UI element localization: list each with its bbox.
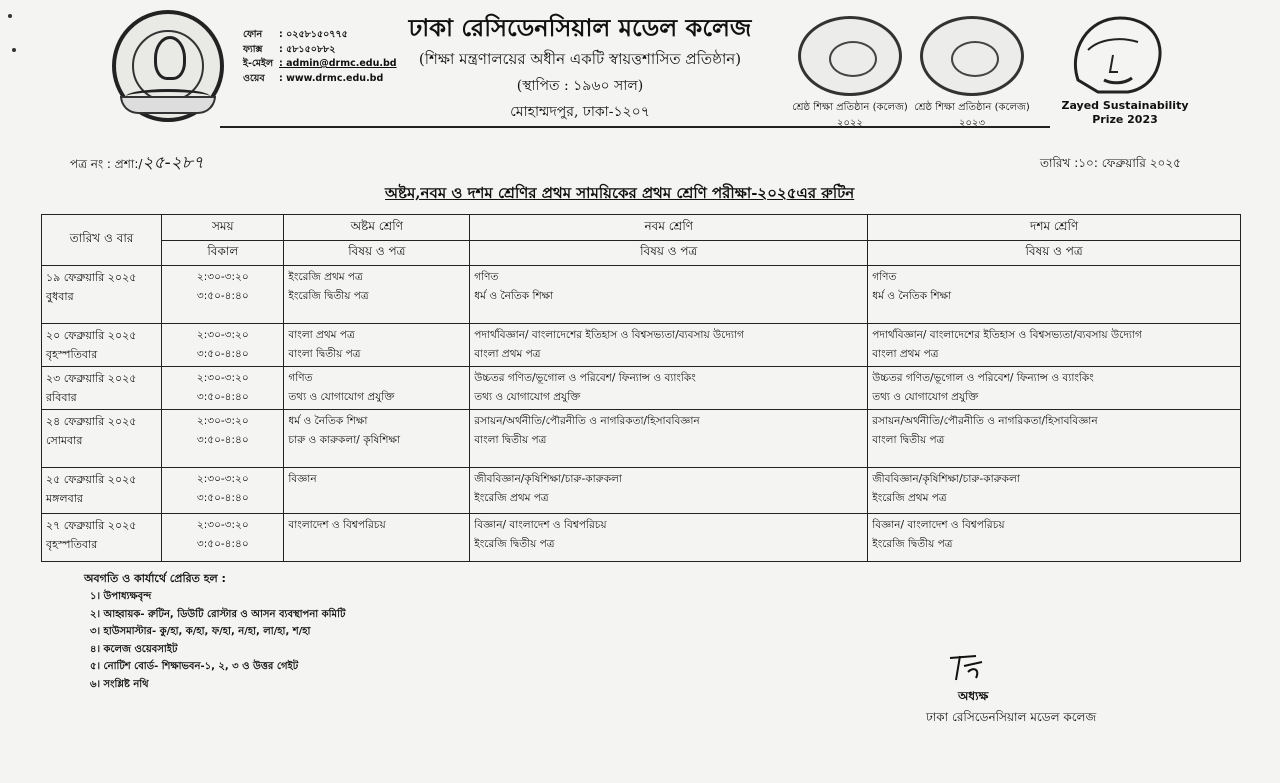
subject-1: গণিত xyxy=(288,372,313,384)
subject-2: ইংরেজি দ্বিতীয় পত্র xyxy=(474,538,555,550)
college-logo xyxy=(112,10,224,122)
date-cell xyxy=(42,410,162,468)
date-cell xyxy=(42,266,162,324)
class-viii-subjects xyxy=(284,324,470,367)
header-divider xyxy=(220,126,1050,128)
header-class-viii: অষ্টম শ্রেণি xyxy=(284,215,470,241)
subject-2: ইংরেজি দ্বিতীয় পত্র xyxy=(872,538,953,550)
subject-2: বাংলা প্রথম পত্র xyxy=(872,348,939,360)
list-item: ২। আহ্বায়ক- রুটিন, ডিউটি রোস্টার ও আসন ব্যবস্থাপনা কমিটি xyxy=(90,608,346,620)
award-caption-line: শ্রেষ্ঠ শিক্ষা প্রতিষ্ঠান (কলেজ) xyxy=(914,102,1030,113)
college-subtitle: (শিক্ষা মন্ত্রণালয়ের অধীন একটি স্বায়ত্তশাসিত প্রতিষ্ঠান) xyxy=(418,50,742,68)
header-time: সময় xyxy=(162,215,284,241)
zayed-prize-caption xyxy=(1045,99,1205,127)
subject-2: চারু ও কারুকলা/ কৃষিশিক্ষা xyxy=(288,434,401,446)
exam-routine-table xyxy=(41,214,1241,562)
issue-date: তারিখ :১০: ফেব্রুয়ারি ২০২৫ xyxy=(1040,156,1181,170)
time-slot-1: ২:৩০-৩:২০ xyxy=(196,372,249,384)
time-cell xyxy=(162,266,284,324)
header-time-afternoon: বিকাল xyxy=(162,241,284,266)
scan-speck xyxy=(12,48,16,52)
college-name: ঢাকা রেসিডেনসিয়াল মডেল কলেজ xyxy=(408,13,752,42)
class-viii-subjects xyxy=(284,514,470,562)
subject-1: গণিত xyxy=(872,271,897,283)
exam-day: বৃহস্পতিবার xyxy=(46,348,98,361)
subject-1: উচ্চতর গণিত/ভূগোল ও পরিবেশ/ ফিন্যান্স ও ব্যাংকিং xyxy=(872,372,1094,384)
class-viii-subjects xyxy=(284,367,470,410)
class-x-subjects xyxy=(868,514,1241,562)
award-year: ২০২৩ xyxy=(958,118,985,129)
contact-label: ফ্যাক্স xyxy=(243,43,263,55)
award-emblem-2023 xyxy=(920,16,1024,96)
email-link[interactable]: : admin@drmc.edu.bd xyxy=(279,58,397,69)
date-cell xyxy=(42,468,162,514)
time-slot-2: ৩:৫০-৪:৪০ xyxy=(196,290,249,302)
subject-2: ইংরেজি দ্বিতীয় পত্র xyxy=(288,290,369,302)
time-cell xyxy=(162,367,284,410)
time-slot-2: ৩:৫০-৪:৪০ xyxy=(196,538,249,550)
time-slot-1: ২:৩০-৩:২০ xyxy=(196,519,249,531)
college-address: মোহাম্মদপুর, ঢাকা-১২০৭ xyxy=(510,104,650,120)
class-x-subjects xyxy=(868,324,1241,367)
class-ix-subjects xyxy=(470,324,868,367)
memo-label: পত্র নং : প্রশা:/ xyxy=(70,157,143,171)
header-subject-viii: বিষয় ও পত্র xyxy=(284,241,470,266)
time-slot-1: ২:৩০-৩:২০ xyxy=(196,473,249,485)
copy-to-heading: অবগতি ও কার্যার্থে প্রেরিত হল : xyxy=(84,572,226,585)
date-cell xyxy=(42,324,162,367)
class-viii-subjects xyxy=(284,468,470,514)
class-viii-subjects xyxy=(284,410,470,468)
exam-day: বুধবার xyxy=(46,290,74,303)
class-ix-subjects xyxy=(470,367,868,410)
signatory-organization: ঢাকা রেসিডেনসিয়াল মডেল কলেজ xyxy=(926,710,1097,724)
class-ix-subjects xyxy=(470,514,868,562)
subject-2: বাংলা দ্বিতীয় পত্র xyxy=(474,434,547,446)
subject-2: বাংলা দ্বিতীয় পত্র xyxy=(288,348,361,360)
time-cell xyxy=(162,324,284,367)
exam-date: ১৯ ফেব্রুয়ারি ২০২৫ xyxy=(46,271,137,284)
time-slot-2: ৩:৫০-৪:৪০ xyxy=(196,434,249,446)
subject-2: তথ্য ও যোগাযোগ প্রযুক্তি xyxy=(872,391,979,403)
zayed-portrait-icon xyxy=(1058,10,1176,94)
contact-label: ওয়েব xyxy=(243,72,265,84)
exam-day: সোমবার xyxy=(46,434,83,447)
copy-to-list xyxy=(90,588,345,693)
subject-1: বাংলা প্রথম পত্র xyxy=(288,329,355,341)
list-item: ৪। কলেজ ওয়েবসাইট xyxy=(90,643,178,655)
time-slot-1: ২:৩০-৩:২০ xyxy=(196,271,249,283)
class-viii-subjects xyxy=(284,266,470,324)
subject-2: ধর্ম ও নৈতিক শিক্ষা xyxy=(872,290,952,302)
phone-value: : ০২৫৮১৫০৭৭৫ xyxy=(279,29,348,40)
table-row xyxy=(42,410,1241,468)
subject-2: ইংরেজি প্রথম পত্র xyxy=(872,492,947,504)
subject-2: তথ্য ও যোগাযোগ প্রযুক্তি xyxy=(288,391,395,403)
subject-1: জীববিজ্ঞান/কৃষিশিক্ষা/চারু-কারুকলা xyxy=(872,473,1020,485)
signature-mark-icon xyxy=(946,652,986,684)
list-item: ৬। সংশ্লিষ্ট নথি xyxy=(90,678,149,690)
time-slot-2: ৩:৫০-৪:৪০ xyxy=(196,492,249,504)
web-link[interactable]: : www.drmc.edu.bd xyxy=(279,72,384,84)
subject-1: পদার্থবিজ্ঞান/ বাংলাদেশের ইতিহাস ও বিশ্বসভ্যতা/ব্যবসায় উদ্যোগ xyxy=(474,329,744,341)
zayed-line: Zayed Sustainability xyxy=(1061,99,1189,112)
subject-2: ধর্ম ও নৈতিক শিক্ষা xyxy=(474,290,554,302)
table-row xyxy=(42,514,1241,562)
exam-date: ২৫ ফেব্রুয়ারি ২০২৫ xyxy=(46,473,137,486)
exam-day: মঙ্গলবার xyxy=(46,492,83,505)
table-row xyxy=(42,367,1241,410)
contact-label: ফোন xyxy=(243,29,263,40)
subject-1: রসায়ন/অর্থনীতি/পৌরনীতি ও নাগরিকতা/হিসাববিজ্ঞান xyxy=(474,415,700,427)
time-slot-1: ২:৩০-৩:২০ xyxy=(196,415,249,427)
class-x-subjects xyxy=(868,468,1241,514)
fax-value: : ৫৮১৫০৮৮২ xyxy=(279,43,336,55)
award-emblem-2022 xyxy=(798,16,902,96)
signatory-title: অধ্যক্ষ xyxy=(958,689,989,703)
date-cell xyxy=(42,367,162,410)
subject-1: বিজ্ঞান/ বাংলাদেশ ও বিশ্বপরিচয় xyxy=(474,519,607,531)
exam-date: ২৭ ফেব্রুয়ারি ২০২৫ xyxy=(46,519,137,532)
list-item: ১। উপাধ্যক্ষবৃন্দ xyxy=(90,591,152,602)
subject-2: বাংলা দ্বিতীয় পত্র xyxy=(872,434,945,446)
award-caption-line: শ্রেষ্ঠ শিক্ষা প্রতিষ্ঠান (কলেজ) xyxy=(792,102,908,113)
scan-speck xyxy=(8,14,12,18)
subject-1: ধর্ম ও নৈতিক শিক্ষা xyxy=(288,415,368,427)
table-row xyxy=(42,468,1241,514)
time-cell xyxy=(162,410,284,468)
header-class-x: দশম শ্রেণি xyxy=(868,215,1241,241)
time-cell xyxy=(162,514,284,562)
list-item: ৫। নোটিশ বোর্ড- শিক্ষাভবন-১, ২, ৩ ও উত্তর গেইট xyxy=(90,661,299,672)
subject-1: পদার্থবিজ্ঞান/ বাংলাদেশের ইতিহাস ও বিশ্বসভ্যতা/ব্যবসায় উদ্যোগ xyxy=(872,329,1142,341)
subject-1: রসায়ন/অর্থনীতি/পৌরনীতি ও নাগরিকতা/হিসাববিজ্ঞান xyxy=(872,415,1098,427)
contact-label: ই-মেইল xyxy=(243,58,274,69)
subject-1: বাংলাদেশ ও বিশ্বপরিচয় xyxy=(288,519,386,531)
subject-2: বাংলা প্রথম পত্র xyxy=(474,348,541,360)
routine-heading: অষ্টম,নবম ও দশম শ্রেণির প্রথম সাময়িকের প্রথম শ্রেণি পরীক্ষা-২০২৫এর রুটিন xyxy=(385,184,855,202)
table-row xyxy=(42,324,1241,367)
header-class-ix: নবম শ্রেণি xyxy=(470,215,868,241)
header-date-day: তারিখ ও বার xyxy=(42,215,162,266)
subject-1: জীববিজ্ঞান/কৃষিশিক্ষা/চারু-কারুকলা xyxy=(474,473,622,485)
award-year: ২০২২ xyxy=(836,118,863,129)
memo-number xyxy=(70,150,204,178)
subject-1: উচ্চতর গণিত/ভূগোল ও পরিবেশ/ ফিন্যান্স ও ব্যাংকিং xyxy=(474,372,696,384)
subject-1: গণিত xyxy=(474,271,499,283)
established-year: (স্থাপিত : ১৯৬০ সাল) xyxy=(516,78,644,94)
exam-day: বৃহস্পতিবার xyxy=(46,538,98,551)
list-item: ৩। হাউসমাস্টার- কু/হা, ক/হা, ফ/হা, ন/হা, লা/হা, শ/হা xyxy=(90,626,311,637)
subject-2: ইংরেজি প্রথম পত্র xyxy=(474,492,549,504)
time-slot-1: ২:৩০-৩:২০ xyxy=(196,329,249,341)
subject-1: বিজ্ঞান xyxy=(288,473,317,485)
header-subject-ix: বিষয় ও পত্র xyxy=(470,241,868,266)
exam-date: ২০ ফেব্রুয়ারি ২০২৫ xyxy=(46,329,137,342)
table-row xyxy=(42,266,1241,324)
exam-date: ২৩ ফেব্রুয়ারি ২০২৫ xyxy=(46,372,137,385)
class-ix-subjects xyxy=(470,468,868,514)
class-x-subjects xyxy=(868,410,1241,468)
class-x-subjects xyxy=(868,367,1241,410)
subject-1: ইংরেজি প্রথম পত্র xyxy=(288,271,363,283)
exam-day: রবিবার xyxy=(46,391,77,404)
exam-date: ২৪ ফেব্রুয়ারি ২০২৫ xyxy=(46,415,137,428)
subject-2: তথ্য ও যোগাযোগ প্রযুক্তি xyxy=(474,391,581,403)
class-ix-subjects xyxy=(470,266,868,324)
date-cell xyxy=(42,514,162,562)
header-subject-x: বিষয় ও পত্র xyxy=(868,241,1241,266)
time-slot-2: ৩:৫০-৪:৪০ xyxy=(196,348,249,360)
time-slot-2: ৩:৫০-৪:৪০ xyxy=(196,391,249,403)
subject-1: বিজ্ঞান/ বাংলাদেশ ও বিশ্বপরিচয় xyxy=(872,519,1005,531)
class-ix-subjects xyxy=(470,410,868,468)
zayed-line: Prize 2023 xyxy=(1092,113,1158,126)
memo-handwritten-number: ২৫-২৮৭ xyxy=(142,153,204,173)
class-x-subjects xyxy=(868,266,1241,324)
time-cell xyxy=(162,468,284,514)
